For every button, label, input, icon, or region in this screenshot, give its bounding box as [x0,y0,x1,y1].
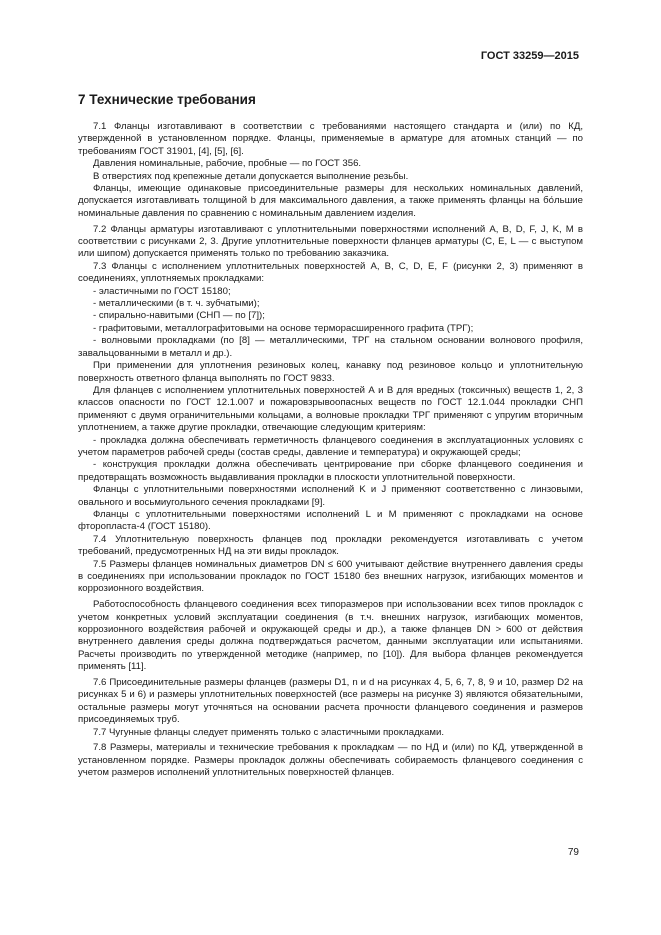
section-heading: 7 Технические требования [78,92,256,107]
paragraph: 7.8 Размеры, материалы и технические требования к прокладкам — по НД и (или) по КД, утвержденной в установленном порядке. Размеры прокладок должны обеспечивать собираемость фланцевого соединения с учетом размеров исполнений уплотнительных поверхностей фланцев. [78,742,583,779]
paragraph: 7.4 Уплотнительную поверхность фланцев под прокладки рекомендуется изготавливать с учетом требований, предусмотренных НД на эти виды прокладок. [78,533,583,558]
paragraph: - конструкция прокладки должна обеспечивать центрирование при сборке фланцевого соединения и предотвращать возможность выдавливания прокладки в плоскости уплотнительной поверхности. [78,459,583,483]
paragraph: 7.2 Фланцы арматуры изготавливают с уплотнительными поверхностями исполнений А, В, D, F, J, K, M в соответствии с рисунками 2, 3. Другие уплотнительные поверхности фланцев арматуры (С, Е, L — с выступом или шипом) допускается применять только по требованию заказчика. [78,223,583,260]
paragraph: 7.5 Размеры фланцев номинальных диаметров DN ≤ 600 учитывают действие внутреннего давления среды в соединениях при использовании прокладок по ГОСТ 15180 без внешних нагрузок, изгибающих моментов и коррозионного воздействия. [78,558,583,595]
paragraph: Фланцы с уплотнительными поверхностями исполнений L и M применяют с прокладками на основе фторопласта-4 (ГОСТ 15180). [78,508,583,533]
paragraph: Фланцы с уплотнительными поверхностями исполнений K и J применяют соответственно с линзовыми, овального и восьмиугольного сечения прокладками [9]. [78,484,583,508]
paragraph: - графитовыми, металлографитовыми на основе терморасширенного графита (ТРГ); [93,322,474,334]
paragraph: Работоспособность фланцевого соединения всех типоразмеров при использовании всех типов прокладок с учетом конкретных условий эксплуатации соединения (в т.ч. внешних нагрузок, изгибающих моментов, коррозионного воздействия рабочей и окружающей среды и др.), а также фланцев DN > 600 от действия внутреннего давления среды должна подтверждаться расчетом, данными эксплуатации или испытаниями. Расчеты производить по утвержденной методике (например, по [10]). Для выбора фланцев рекомендуется применять [11]. [78,599,583,673]
paragraph: 7.7 Чугунные фланцы следует применять только с эластичными прокладками. [93,726,445,738]
paragraph: При применении для уплотнения резиновых колец, канавку под резиновое кольцо и уплотнительную поверхность ответного фланца выполнять по ГОСТ 9833. [78,360,583,384]
paragraph: 7.6 Присоединительные размеры фланцев (размеры D1, n и d на рисунках 4, 5, 6, 7, 8, 9 и 10, размер D2 на рисунках 5 и 6) и размеры уплотнительных поверхностей (все размеры на рисунке 3) являются обязательными, остальные размеры могут уточняться на основании расчета прочности фланцевого соединения и размеров присоединяемых труб. [78,677,583,726]
paragraph: 7.3 Фланцы с исполнением уплотнительных поверхностей А, В, С, D, E, F (рисунки 2, 3) применяют в соединениях, уплотняемых прокладками: [78,260,583,285]
paragraph: - волновыми прокладками (по [8] — металлическими, ТРГ на стальном основании волнового профиля, завальцованными в металл и др.). [78,335,583,359]
paragraph: Для фланцев с исполнением уплотнительных поверхностей А и В для вредных (токсичных) веществ 1, 2, 3 классов опасности по ГОСТ 12.1.007 и пожаровзрывоопасных веществ по ГОСТ 12.1.044 прокладки СНП применяют с двумя ограничительными кольцами, а волновые прокладки ТРГ применяют с упругим вторичным уплотнением, а также другие прокладки, отвечающие следующим критериям: [78,384,583,434]
paragraph: - металлическими (в т. ч. зубчатыми); [93,298,260,310]
paragraph: Давления номинальные, рабочие, пробные — по ГОСТ 356. [93,158,362,170]
paragraph: В отверстиях под крепежные детали допускается выполнение резьбы. [93,170,409,182]
paragraph: - прокладка должна обеспечивать герметичность фланцевого соединения в эксплуатационных условиях с учетом параметров рабочей среды (состав среды, давление и температура) и окружающей среды; [78,434,583,458]
paragraph: Фланцы, имеющие одинаковые присоединительные размеры для нескольких номинальных давлений, допускается изготавливать толщиной b для максимального давления, а также применять фланцы на бо́льшие номинальные давления по сравнению с номинальным давлением изделия. [78,183,583,219]
paragraph: 7.1 Фланцы изготавливают в соответствии с требованиями настоящего стандарта и (или) по КД, утвержденной в установленном порядке. Фланцы, применяемые в арматуре для атомных станций — по требованиям ГОСТ 31901, [4], [5], [6]. [78,121,583,157]
paragraph: - спирально-навитыми (СНП — по [7]); [93,310,265,322]
section-body [78,121,583,780]
paragraph: - эластичными по ГОСТ 15180; [93,285,231,297]
page-number: 79 [567,847,579,858]
document-header: ГОСТ 33259—2015 [480,50,579,62]
